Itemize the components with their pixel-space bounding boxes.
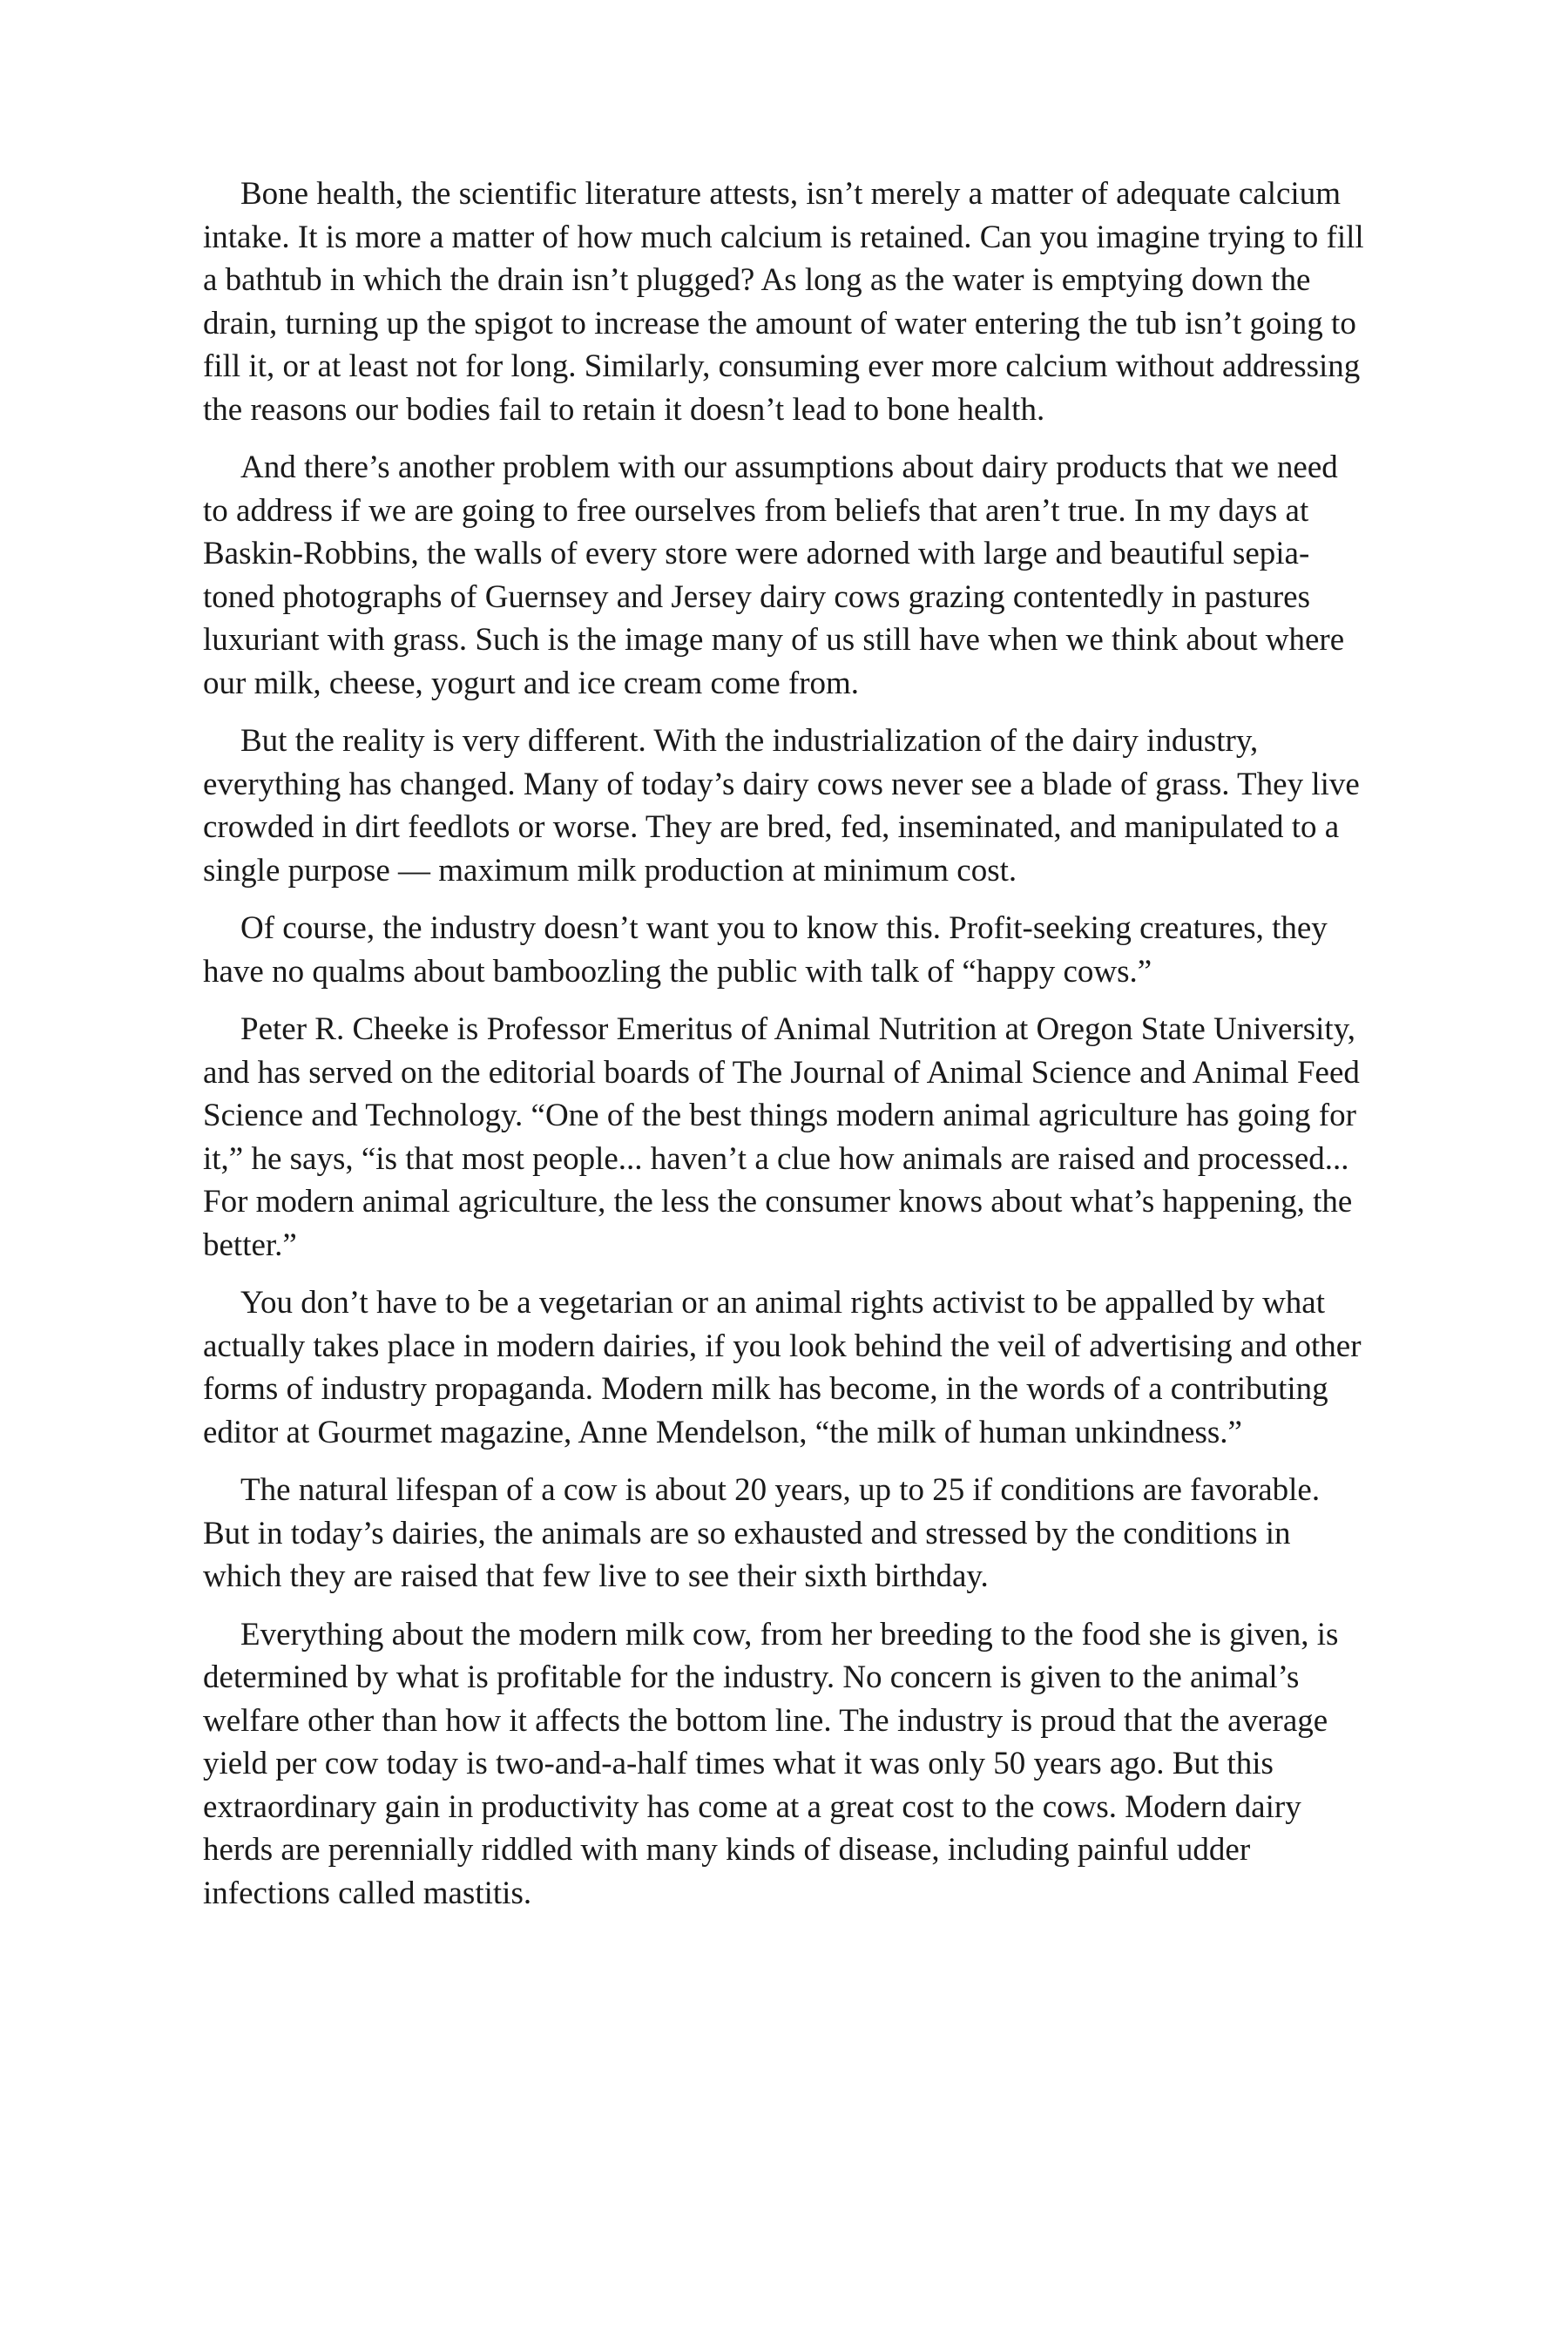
paragraph-dairy-assumptions: And there’s another problem with our assumptions about dairy products that we need to address if we are going to free ourselves from beliefs that aren’t true. In my days at Baskin-Robbins, the walls of every store were adorned with large and beautiful sepia-toned photographs of Guernsey and Jersey dairy cows grazing contentedly in pastures luxuriant with grass. Such is the image many of us still have when we think about where our milk, cheese, yogurt and ice cream come from. <box>203 449 1345 701</box>
paragraph-cheeke-quote: Peter R. Cheeke is Professor Emeritus of Animal Nutrition at Oregon State University, and has served on the editorial boards of The Journal of Animal Science and Animal Feed Science and Technology. “One of the best things modern animal agriculture has going for it,” he says, “is that most people... haven’t a clue how animals are raised and processed... For modern animal agriculture, the less the consumer knows about what’s happening, the better.” <box>203 1011 1360 1263</box>
paragraph-happy-cows: Of course, the industry doesn’t want you to know this. Profit-seeking creatures, they have no qualms about bamboozling the public with talk of “happy cows.” <box>203 910 1328 990</box>
paragraph-modern-dairies: You don’t have to be a vegetarian or an animal rights activist to be appalled by what actually takes place in modern dairies, if you look behind the veil of advertising and other forms of industry propaganda. Modern milk has become, in the words of a contributing editor at Gourmet magazine, Anne Mendelson, “the milk of human unkindness.” <box>203 1285 1362 1450</box>
paragraph-lifespan: The natural lifespan of a cow is about 20 years, up to 25 if conditions are favorable. But in today’s dairies, the animals are so exhausted and stressed by the conditions in which they are raised that few live to see their sixth birthday. <box>203 1472 1321 1594</box>
page-body <box>203 172 1370 1930</box>
paragraph-bone-health: Bone health, the scientific literature attests, isn’t merely a matter of adequate calcium intake. It is more a matter of how much calcium is retained. Can you imagine trying to fill a bathtub in which the drain isn’t plugged? As long as the water is emptying down the drain, turning up the spigot to increase the amount of water entering the tub isn’t going to fill it, or at least not for long. Similarly, consuming ever more calcium without addressing the reasons our bodies fail to retain it doesn’t lead to bone health. <box>203 176 1364 428</box>
paragraph-modern-milk-cow: Everything about the modern milk cow, from her breeding to the food she is given, is determined by what is profitable for the industry. No concern is given to the animal’s welfare other than how it affects the bottom line. The industry is proud that the average yield per cow today is two-and-a-half times what it was only 50 years ago. But this extraordinary gain in productivity has come at a great cost to the cows. Modern dairy herds are perennially riddled with many kinds of disease, including painful udder infections called mastitis. <box>203 1616 1339 1911</box>
paragraph-industrialization: But the reality is very different. With the industrialization of the dairy industry, everything has changed. Many of today’s dairy cows never see a blade of grass. They live crowded in dirt feedlots or worse. They are bred, fed, inseminated, and manipulated to a single purpose — maximum milk production at minimum cost. <box>203 723 1360 889</box>
